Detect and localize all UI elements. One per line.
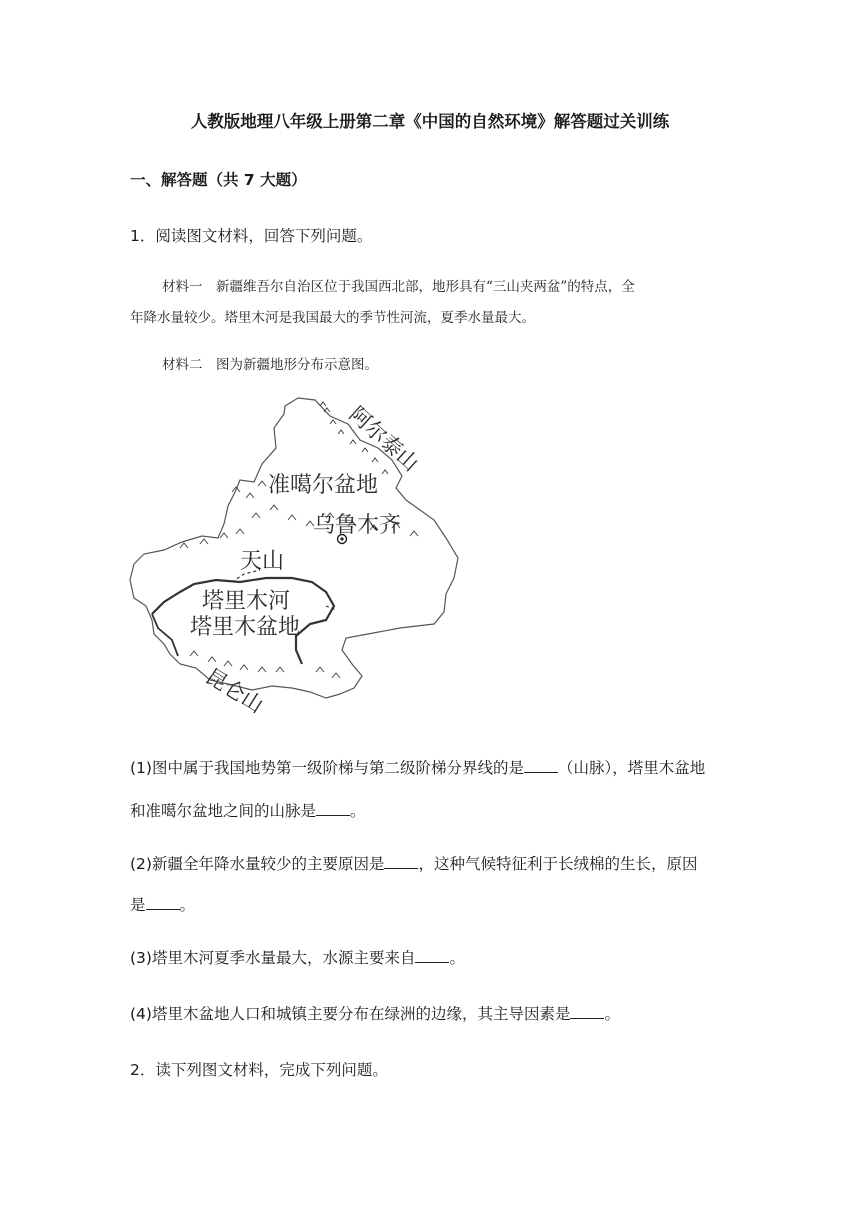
sub-question-2-text-c: 是 [130,896,146,914]
answer-blank[interactable] [524,758,558,773]
sub-question-2-text-a: (2)新疆全年降水量较少的主要原因是 [130,855,385,873]
sub-question-3-text-a: (3)塔里木河夏季水量最大，水源主要来自 [130,949,416,967]
section-heading: 一、解答题（共 7 大题） [130,171,307,189]
answer-blank[interactable] [384,854,418,869]
label-altai: 阿尔泰山 [344,401,424,476]
sub-question-1-text-a: (1)图中属于我国地势第一级阶梯与第二级阶梯分界线的是 [130,759,524,777]
material-1-line-1: 材料一 新疆维吾尔自治区位于我国西北部，地形具有“三山夹两盆”的特点，全 [162,279,635,295]
question-2-stem: 2．读下列图文材料，完成下列问题。 [130,1061,388,1079]
material-1-line-2: 年降水量较少。塔里木河是我国最大的季节性河流，夏季水量最大。 [130,310,535,326]
sub-question-1-line-1 [130,756,705,778]
sub-question-2-text-d: 。 [179,896,196,914]
xinjiang-terrain-map [120,388,470,728]
answer-blank[interactable] [316,801,350,816]
label-junggar: 准噶尔盆地 [268,473,379,498]
material-2-caption: 材料二 图为新疆地形分布示意图。 [162,357,378,373]
sub-question-1-text-b: （山脉），塔里木盆地 [557,759,706,777]
sub-question-3 [130,946,465,968]
sub-question-1-text-c: 和准噶尔盆地之间的山脉是 [130,802,317,820]
sub-question-4-text-b: 。 [604,1005,620,1023]
sub-question-2-text-b: ，这种气候特征利于长绒棉的生长，原因 [418,855,698,873]
sub-question-4 [130,1002,620,1024]
label-tarim-river: 塔里木河 [202,589,291,614]
document-title: 人教版地理八年级上册第二章《中国的自然环境》解答题过关训练 [190,112,670,131]
label-tarim-basin: 塔里木盆地 [190,615,301,640]
label-tianshan: 天山 [240,549,285,574]
sub-question-4-text-a: (4)塔里木盆地人口和城镇主要分布在绿洲的边缘，其主导因素是 [130,1005,571,1023]
answer-blank[interactable] [570,1004,604,1019]
answer-blank[interactable] [415,948,449,963]
tarim-river-tributary [152,614,178,656]
sub-question-2-line-2 [130,893,195,915]
sub-question-2-line-1 [130,852,697,874]
answer-blank[interactable] [146,895,180,910]
sub-question-1-line-2 [130,799,366,821]
label-urumqi: 乌鲁木齐 [313,513,402,538]
label-kunlun: 昆仑山 [201,663,268,718]
sub-question-1-text-d: 。 [350,802,366,820]
xinjiang-boundary [130,398,458,698]
sub-question-3-text-b: 。 [449,949,465,967]
question-1-stem: 1．阅读图文材料，回答下列问题。 [130,227,373,245]
